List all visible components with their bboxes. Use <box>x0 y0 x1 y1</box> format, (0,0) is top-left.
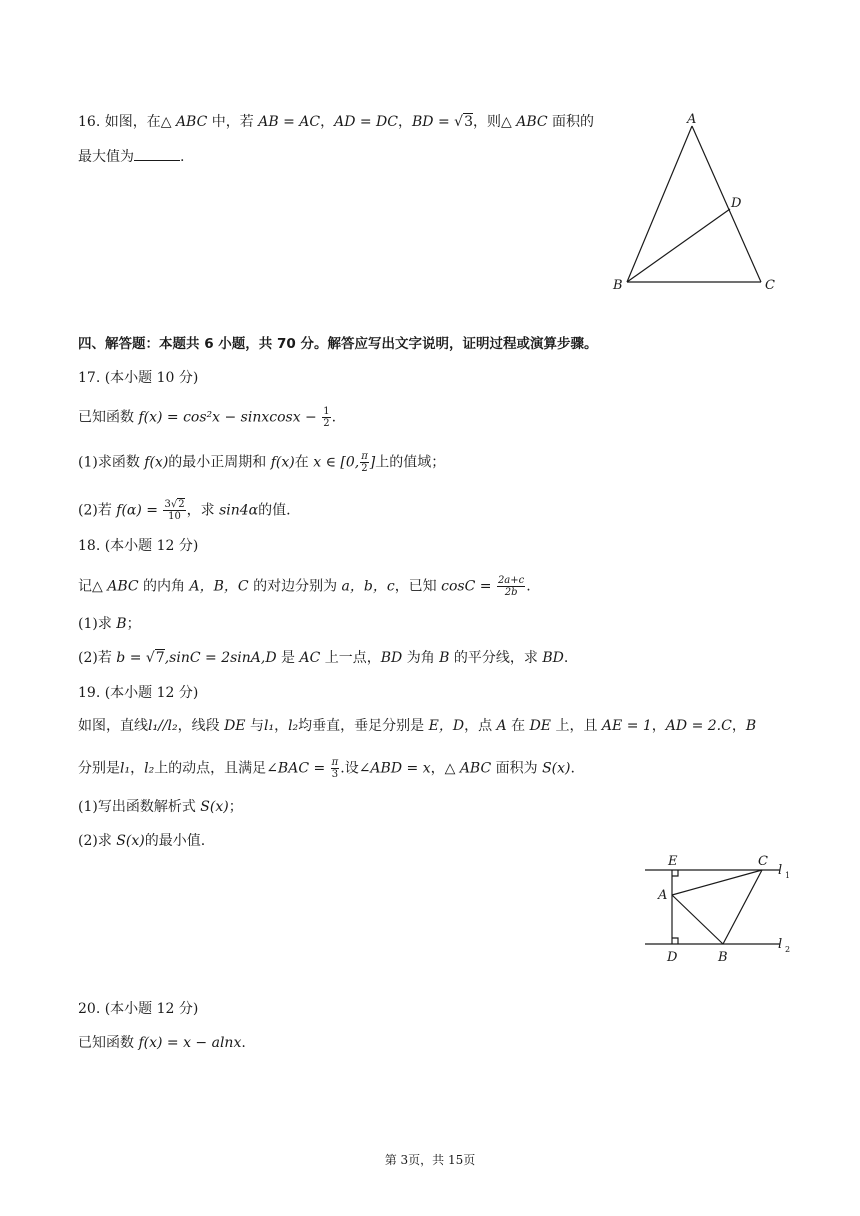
q17-p2-c: 的值. <box>258 502 291 519</box>
q16-line2-end: . <box>180 149 185 165</box>
q18-header: 18. (本小题 12 分) <box>78 538 199 554</box>
q20-header: 20. (本小题 12 分) <box>78 1001 199 1017</box>
q16-cond1: AB = AC <box>258 114 321 130</box>
q19-line1 <box>78 716 756 736</box>
q16-line1: 16. 如图，在△ ABC 中，若 AB = AC，AD = DC，BD = √3，则△ ABC 面积的 <box>78 114 595 130</box>
q17-pi-half: $\frac{\pi}{2}$ <box>361 451 368 474</box>
q17-p1-f: f(x) <box>144 454 169 471</box>
q19-l2-l2: l₂ <box>144 760 155 777</box>
label-e: E <box>668 854 678 869</box>
q19-pi-third: $\frac{\pi}{3}$ <box>331 757 339 780</box>
q18-intro <box>78 575 531 598</box>
answer-blank[interactable] <box>134 147 180 161</box>
q19-l2: l₂ <box>288 718 299 734</box>
q18-p1-end: ； <box>126 616 141 632</box>
q17-p2-fraction: $\frac{3√2}{10}$ <box>164 499 185 522</box>
q19-p1-s: S(x) <box>200 799 229 815</box>
q19-part1 <box>78 797 243 817</box>
label-a: A <box>658 888 668 903</box>
q17-half: $\frac{1}{2}$ <box>323 406 330 429</box>
q17-p1-c: 在 <box>294 454 314 471</box>
q19-l1-h: 在 <box>506 718 530 734</box>
q17-end: . <box>331 409 337 426</box>
q17-p1-domain: x ∈ [0, <box>313 454 360 471</box>
q16-text-d: 面积的 <box>547 114 595 130</box>
q19-p2-a: (2)求 <box>78 833 117 849</box>
q17-intro <box>78 406 336 429</box>
q19-abd: ∠ABD = x <box>358 760 431 777</box>
q19-p1-a: (1)写出函数解析式 <box>78 799 201 815</box>
q19-p2-b: 的最小值. <box>144 833 206 849</box>
q19-l1-c: ，线段 <box>177 718 225 734</box>
q18-intro-a: 记△ <box>78 578 108 595</box>
q19-l1-i: 上，且 <box>551 718 602 734</box>
q16-sep1: ， <box>320 114 335 130</box>
q16-sep2: ， <box>397 114 412 130</box>
q19-ed: E，D <box>428 718 465 734</box>
q19-bac: ∠BAC = <box>266 760 330 777</box>
q19-p1-end: ； <box>228 799 243 815</box>
q19-point-a: A <box>496 718 507 734</box>
q19-l1-a: 如图，直线 <box>78 718 148 734</box>
q18-p2-f: 为角 <box>402 650 440 666</box>
q16-line2 <box>78 147 184 167</box>
q17-p2-f: f(α) = <box>116 502 163 519</box>
triangle-figure <box>605 108 790 293</box>
q18-cosc: cosC = <box>441 578 496 595</box>
q19-l1-d: 与 <box>245 718 264 734</box>
q18-sides: a，b，c <box>341 578 395 595</box>
q18-p2-ac: AC <box>299 650 321 666</box>
q16-sqrt3: 3 <box>464 114 473 130</box>
q18-part2: (2)若 b = √7,sinC = 2sinA,D 是 AC 上一点，BD 为角 B 的平分线，求 BD. <box>78 650 569 666</box>
q19-l2-l1: l₁ <box>120 760 131 777</box>
q19-l2-c: 上的动点，且满足 <box>154 760 267 777</box>
q17-function: f(x) = cos²x − sinxcosx − <box>138 409 322 426</box>
q16-abc: ABC <box>175 114 208 130</box>
q17-p1-domain-end: ] <box>369 454 376 471</box>
q17-p1-d: 上的值域； <box>375 454 446 471</box>
q17-p2-sin: sin4α <box>219 502 259 519</box>
label-l1: l <box>778 863 783 878</box>
q19-l1-f: 均垂直，垂足分别是 <box>298 718 429 734</box>
page-footer: 第 3页，共 15页 <box>384 1153 476 1167</box>
q18-p1-b: B <box>116 616 127 632</box>
q19-l2-b: ， <box>130 760 145 777</box>
q16-cond2: AD = DC <box>334 114 398 130</box>
q16-line2-text: 最大值为 <box>78 149 134 165</box>
q16-text-a: 如图，在△ <box>100 114 176 130</box>
label-c: C <box>765 278 775 293</box>
q19-de: DE <box>224 718 246 734</box>
q19-point-b: B <box>745 718 757 734</box>
q17-p2-b: ，求 <box>186 502 220 519</box>
q18-p2-angle-b: B <box>439 650 450 666</box>
q19-l2-f: 面积为 <box>491 760 543 777</box>
q19-l2-e: ，△ <box>430 760 460 777</box>
label-l2-sub: 2 <box>785 945 791 954</box>
q20-intro-text: 已知函数 <box>78 1035 139 1051</box>
right-angle-d <box>672 938 678 944</box>
q20-intro <box>78 1033 246 1053</box>
q17-p1-b: 的最小正周期和 <box>168 454 271 471</box>
q19-de2: DE <box>529 718 552 734</box>
label-b: B <box>613 278 623 293</box>
q18-p2-end: . <box>563 650 569 666</box>
q18-p2-a: (2)若 <box>78 650 117 666</box>
segment-ac <box>692 126 761 282</box>
q19-header: 19. (本小题 12 分) <box>78 685 199 701</box>
label-d: D <box>667 950 678 965</box>
label-b: B <box>718 950 728 965</box>
q19-l1-k: ， <box>731 718 746 734</box>
q17-part2 <box>78 499 291 522</box>
q17-p1-a: (1)求函数 <box>78 454 145 471</box>
q20-function: f(x) = x − alnx <box>138 1035 242 1051</box>
q18-intro-c: 的对边分别为 <box>248 578 342 595</box>
q19-part2 <box>78 831 205 851</box>
q18-p2-b: b = <box>116 650 146 666</box>
label-d: D <box>731 196 742 211</box>
q16-text-b: 中，若 <box>207 114 259 130</box>
q19-l1-j: ， <box>651 718 666 734</box>
q17-intro-text: 已知函数 <box>78 409 139 426</box>
q18-intro-end: . <box>526 578 531 595</box>
q19-p2-s: S(x) <box>116 833 145 849</box>
parallel-lines-figure <box>640 845 800 970</box>
right-angle-e <box>672 870 678 876</box>
q16-text-c: ，则△ <box>472 114 517 130</box>
q19-l2-a: 分别是 <box>78 760 120 777</box>
q18-p2-e: 上一点， <box>320 650 381 666</box>
q17-p1-f2: f(x) <box>270 454 295 471</box>
label-c: C <box>758 854 768 869</box>
q18-p2-c: ,sinC = 2sinA,D <box>164 650 277 666</box>
section-heading: 四、解答题：本题共 6 小题，共 70 分。解答应写出文字说明，证明过程或演算步骤。 <box>78 336 598 352</box>
label-l1-sub: 1 <box>785 871 791 880</box>
q19-parallel: l₁//l₂ <box>148 718 178 734</box>
q17-p2-a: (2)若 <box>78 502 117 519</box>
q19-l1-g: ，点 <box>464 718 497 734</box>
segment-ab <box>672 895 723 944</box>
q19-line2 <box>78 757 575 780</box>
q18-p2-bd2: BD <box>542 650 564 666</box>
q19-l2-d: .设 <box>340 760 359 777</box>
q16-abc2: ABC <box>516 114 548 130</box>
q18-p2-bd: BD <box>380 650 403 666</box>
q18-p2-sqrt: 7 <box>155 650 165 666</box>
label-a: A <box>687 112 697 127</box>
q19-l2-end: . <box>570 760 575 777</box>
q19-l1-e: ， <box>274 718 289 734</box>
q19-ae: AE = 1 <box>601 718 652 734</box>
q18-p2-d: 是 <box>276 650 300 666</box>
q18-abc: ABC <box>107 578 139 595</box>
segment-bc <box>723 870 762 944</box>
q18-angles: A，B，C <box>189 578 249 595</box>
segment-ac <box>672 870 762 895</box>
q20-end: . <box>241 1035 246 1051</box>
q19-ad: AD = 2.C <box>665 718 732 734</box>
q19-abc: ABC <box>459 760 492 777</box>
q18-p2-g: 的平分线，求 <box>449 650 543 666</box>
q18-fraction: $\frac{2a+c}{2b}$ <box>497 575 525 598</box>
q18-intro-d: ，已知 <box>394 578 442 595</box>
q17-header: 17. (本小题 10 分) <box>78 370 199 386</box>
q16-bd: BD = <box>411 114 455 130</box>
q16-number: 16. <box>78 114 101 130</box>
q17-part1 <box>78 451 445 474</box>
q19-s: S(x) <box>542 760 571 777</box>
q18-p1-a: (1)求 <box>78 616 117 632</box>
label-l2: l <box>778 937 783 952</box>
q18-intro-b: 的内角 <box>138 578 190 595</box>
q18-part1 <box>78 614 141 634</box>
q19-l1: l₁ <box>263 718 275 734</box>
